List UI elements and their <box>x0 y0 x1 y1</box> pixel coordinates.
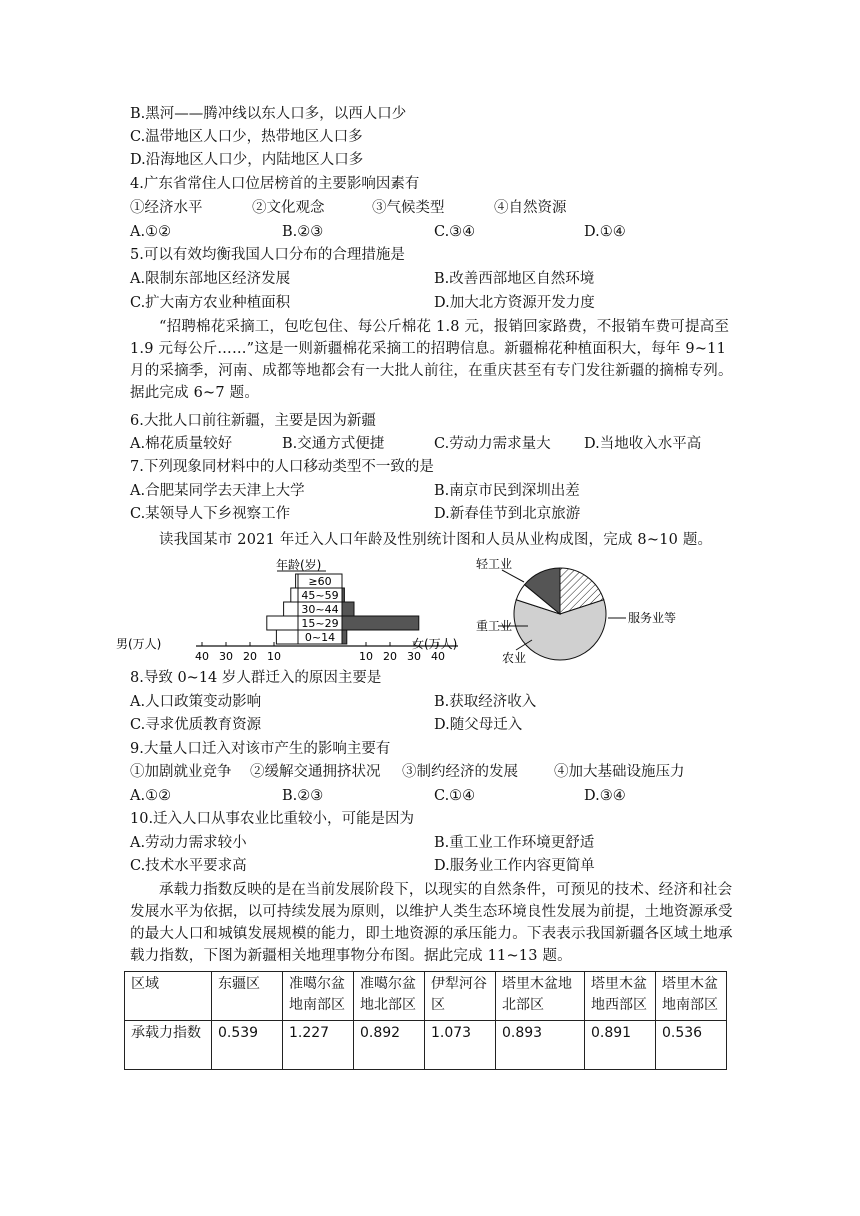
table-cell: 0.539 <box>212 1021 283 1070</box>
male-bar <box>291 588 298 602</box>
q9-item-1: ①加剧就业竞争 <box>130 764 232 780</box>
female-tick-label: 30 <box>407 650 421 663</box>
table-cell: 0.891 <box>585 1021 656 1070</box>
question-9: 9.大量人口迁入对该市产生的影响主要有 <box>130 741 391 757</box>
female-tick-label: 10 <box>359 650 373 663</box>
q4-item-2: ②文化观念 <box>252 200 325 216</box>
employment-pie-chart <box>476 557 676 665</box>
age-sex-pyramid <box>116 557 458 663</box>
q9-option-b: B.②③ <box>282 788 324 804</box>
pie-label-heavy-industry: 重工业 <box>476 619 513 633</box>
table-header-cell: 东疆区 <box>212 972 283 1021</box>
table-cell: 0.536 <box>656 1021 727 1070</box>
q7-option-b: B.南京市民到深圳出差 <box>434 483 580 499</box>
age-axis-title: 年龄(岁) <box>276 558 322 572</box>
option-d-line: D.沿海地区人口少，内陆地区人口多 <box>130 152 364 168</box>
q10-option-c: C.技术水平要求高 <box>130 858 247 874</box>
q4-item-3: ③气候类型 <box>372 200 445 216</box>
material-paragraph-capacity: 承载力指数反映的是在当前发展阶段下，以现实的自然条件，可预见的技术、经济和社会发展水平为依据，以可持续发展为原则，以维护人类生态环境良性发展为前提，土地资源承受的最大人口和城镇发展规模的能力，即土地资源的承压能力。下表表示我国新疆各区域土地承载力指数，下图为新疆相关地理事物分布图。据此完成 11~13 题。 <box>130 882 733 964</box>
male-bar <box>284 602 298 616</box>
q5-option-d: D.加大北方资源开发力度 <box>434 295 595 311</box>
table-header-cell: 塔里木盆地北部区 <box>496 972 585 1021</box>
female-tick-label: 20 <box>383 650 397 663</box>
q6-option-b: B.交通方式便捷 <box>282 436 385 452</box>
q4-option-a: A.①② <box>130 224 172 240</box>
material-paragraph-cotton: “招聘棉花采摘工，包吃包住、每公斤棉花 1.8 元，报销回家路费，不报销车费可提高至 1.9 元每公斤……”这是一则新疆棉花采摘工的招聘信息。新疆棉花种植面积大，每年 9~11 月的采摘季，河南、成都等地都会有一大批人前往，在重庆甚至有专门发往新疆的摘棉专列。据此完成 6~7 题。 <box>130 319 733 401</box>
q4-item-1: ①经济水平 <box>130 200 203 216</box>
q8-option-c: C.寻求优质教育资源 <box>130 717 262 733</box>
question-8: 8.导致 0~14 岁人群迁入的原因主要是 <box>130 670 382 686</box>
q4-option-b: B.②③ <box>282 224 324 240</box>
q6-option-a: A.棉花质量较好 <box>130 436 233 452</box>
question-7: 7.下列现象同材料中的人口移动类型不一致的是 <box>130 459 434 475</box>
option-c-line: C.温带地区人口少，热带地区人口多 <box>130 129 363 145</box>
q9-item-4: ④加大基础设施压力 <box>554 764 685 780</box>
q6-option-d: D.当地收入水平高 <box>584 436 702 452</box>
male-bar <box>267 616 298 630</box>
age-group-label: ≥60 <box>308 575 332 588</box>
capacity-index-table <box>124 971 727 1070</box>
q4-option-d: D.①④ <box>584 224 626 240</box>
female-bar <box>342 616 419 630</box>
pie-label-light-industry: 轻工业 <box>476 557 513 571</box>
age-group-label: 45~59 <box>301 589 339 602</box>
q4-option-c: C.③④ <box>434 224 476 240</box>
q10-option-b: B.重工业工作环境更舒适 <box>434 835 595 851</box>
q6-option-c: C.劳动力需求量大 <box>434 436 551 452</box>
table-header-cell: 塔里木盆地南部区 <box>656 972 727 1021</box>
table-row-label: 承载力指数 <box>125 1021 212 1070</box>
age-group-label: 0~14 <box>304 631 336 644</box>
female-tick-label: 40 <box>431 650 445 663</box>
table-cell: 1.227 <box>283 1021 354 1070</box>
question-6: 6.大批人口前往新疆，主要是因为新疆 <box>130 413 376 429</box>
female-bar <box>342 602 354 616</box>
male-tick-label: 10 <box>267 650 281 663</box>
age-group-label: 15~29 <box>301 617 339 630</box>
table-header-cell: 准噶尔盆地北部区 <box>354 972 425 1021</box>
q5-option-c: C.扩大南方农业种植面积 <box>130 295 291 311</box>
male-tick-label: 20 <box>243 650 257 663</box>
table-row <box>125 1021 727 1070</box>
material-paragraph-migration: 读我国某市 2021 年迁入人口年龄及性别统计图和人员从业构成图，完成 8~10 题。 <box>159 532 713 548</box>
q8-option-b: B.获取经济收入 <box>434 694 537 710</box>
q7-option-d: D.新春佳节到北京旅游 <box>434 506 581 522</box>
female-bar <box>342 630 347 644</box>
table-header-cell: 区域 <box>125 972 212 1021</box>
migration-charts <box>116 557 677 666</box>
q7-option-a: A.合肥某同学去天津上大学 <box>130 483 305 499</box>
q7-option-c: C.某领导人下乡视察工作 <box>130 506 291 522</box>
q9-option-d: D.③④ <box>584 788 626 804</box>
question-4: 4.广东省常住人口位居榜首的主要影响因素有 <box>130 176 420 192</box>
female-axis-label: 女(万人) <box>412 637 458 651</box>
male-tick-label: 40 <box>195 650 209 663</box>
table-header-row <box>125 972 727 1021</box>
question-5: 5.可以有效均衡我国人口分布的合理措施是 <box>130 247 405 263</box>
q9-option-c: C.①④ <box>434 788 476 804</box>
pie-label-agriculture: 农业 <box>502 651 527 665</box>
q10-option-d: D.服务业工作内容更简单 <box>434 858 595 874</box>
pie-label-service: 服务业等 <box>628 611 677 625</box>
male-tick-label: 30 <box>219 650 233 663</box>
table-header-cell: 准噶尔盆地南部区 <box>283 972 354 1021</box>
q5-option-a: A.限制东部地区经济发展 <box>130 271 291 287</box>
q8-option-d: D.随父母迁入 <box>434 717 523 733</box>
table-cell: 1.073 <box>425 1021 496 1070</box>
q9-option-a: A.①② <box>130 788 172 804</box>
table-header-cell: 塔里木盆地西部区 <box>585 972 656 1021</box>
table-cell: 0.892 <box>354 1021 425 1070</box>
q8-option-a: A.人口政策变动影响 <box>130 694 262 710</box>
age-group-label: 30~44 <box>301 603 339 616</box>
table-header-cell: 伊犁河谷区 <box>425 972 496 1021</box>
q9-item-3: ③制约经济的发展 <box>402 764 518 780</box>
male-axis-label: 男(万人) <box>116 637 162 651</box>
table-cell: 0.893 <box>496 1021 585 1070</box>
male-bar <box>276 630 298 644</box>
question-10: 10.迁入人口从事农业比重较小，可能是因为 <box>130 811 415 827</box>
q9-item-2: ②缓解交通拥挤状况 <box>250 764 381 780</box>
q4-item-4: ④自然资源 <box>494 200 567 216</box>
q5-option-b: B.改善西部地区自然环境 <box>434 271 595 287</box>
option-b-line: B.黑河——腾冲线以东人口多，以西人口少 <box>130 106 407 122</box>
q10-option-a: A.劳动力需求较小 <box>130 835 247 851</box>
